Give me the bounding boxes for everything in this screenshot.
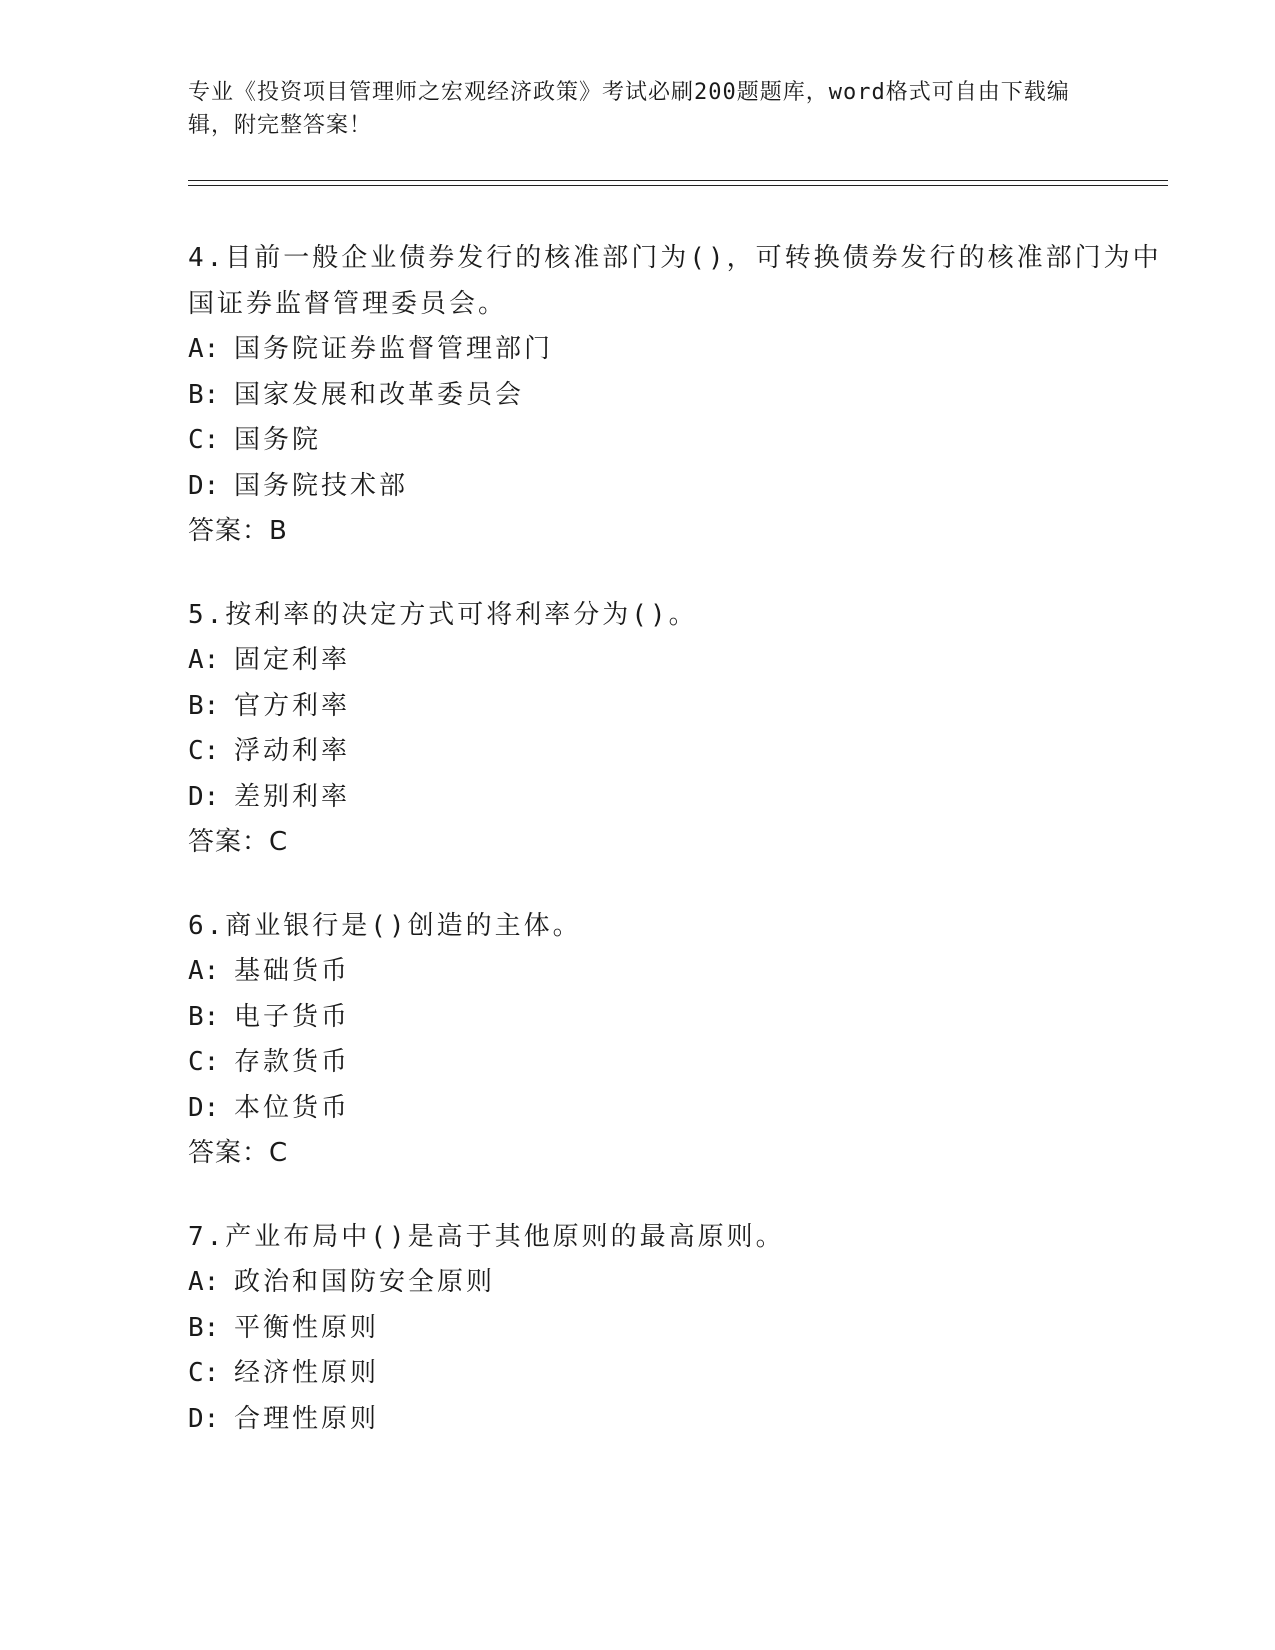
header-divider-bottom: [188, 185, 1168, 186]
option-text: 国家发展和改革委员会: [234, 379, 525, 410]
option-key: A:: [188, 956, 220, 986]
option-a: [188, 949, 1168, 995]
option-b: [188, 373, 1168, 419]
option-b: [188, 1306, 1168, 1352]
option-key: C:: [188, 736, 220, 766]
option-key: A:: [188, 645, 220, 675]
document-header: 专业《投资项目管理师之宏观经济政策》考试必刷200题题库，word格式可自由下载编辑，附完整答案！: [188, 80, 1070, 138]
option-text: 平衡性原则: [234, 1312, 380, 1343]
option-text: 基础货币: [234, 956, 351, 986]
option-d: [188, 1397, 1168, 1443]
option-a: [188, 327, 1168, 373]
option-key: D:: [188, 1092, 220, 1123]
option-text: 经济性原则: [234, 1358, 380, 1388]
question-7: [188, 1215, 1168, 1443]
option-a: [188, 638, 1168, 684]
question-stem: 7.产业布局中()是高于其他原则的最高原则。: [188, 1221, 785, 1252]
option-key: C:: [188, 425, 220, 455]
option-text: 国务院技术部: [234, 470, 409, 501]
option-key: B:: [188, 1001, 220, 1032]
option-key: B:: [188, 1312, 220, 1343]
option-text: 固定利率: [234, 645, 351, 675]
option-text: 浮动利率: [234, 736, 351, 766]
option-key: D:: [188, 781, 220, 812]
answer-line: 答案：C: [188, 1138, 289, 1168]
option-d: [188, 775, 1168, 821]
option-text: 本位货币: [234, 1092, 351, 1123]
option-c: [188, 729, 1168, 775]
option-key: D:: [188, 1403, 220, 1434]
answer-line: 答案：B: [188, 516, 288, 546]
question-4: [188, 236, 1168, 555]
option-b: [188, 684, 1168, 730]
option-a: [188, 1260, 1168, 1306]
option-text: 差别利率: [234, 781, 351, 812]
question-6: [188, 904, 1168, 1177]
option-text: 国务院: [234, 425, 322, 455]
option-d: [188, 1086, 1168, 1132]
option-b: [188, 995, 1168, 1041]
option-text: 存款货币: [234, 1047, 351, 1077]
option-c: [188, 1351, 1168, 1397]
answer-line: 答案：C: [188, 827, 289, 857]
option-text: 电子货币: [234, 1001, 351, 1032]
question-list: [188, 236, 1168, 1480]
option-key: B:: [188, 690, 220, 721]
option-key: C:: [188, 1358, 220, 1388]
header-divider-top: [188, 180, 1168, 181]
question-stem: 6.商业银行是()创造的主体。: [188, 910, 582, 941]
option-key: B:: [188, 379, 220, 410]
option-key: C:: [188, 1047, 220, 1077]
option-text: 合理性原则: [234, 1403, 380, 1434]
option-text: 政治和国防安全原则: [234, 1267, 496, 1297]
option-d: [188, 464, 1168, 510]
option-key: A:: [188, 1267, 220, 1297]
option-text: 国务院证券监督管理部门: [234, 334, 554, 364]
question-5: [188, 593, 1168, 866]
option-c: [188, 1040, 1168, 1086]
question-stem: 5.按利率的决定方式可将利率分为()。: [188, 599, 698, 630]
option-c: [188, 418, 1168, 464]
option-text: 官方利率: [234, 690, 351, 721]
option-key: D:: [188, 470, 220, 501]
question-stem: 4.目前一般企业债券发行的核准部门为()，可转换债券发行的核准部门为中国证券监督管理委员会。: [188, 243, 1162, 319]
option-key: A:: [188, 334, 220, 364]
